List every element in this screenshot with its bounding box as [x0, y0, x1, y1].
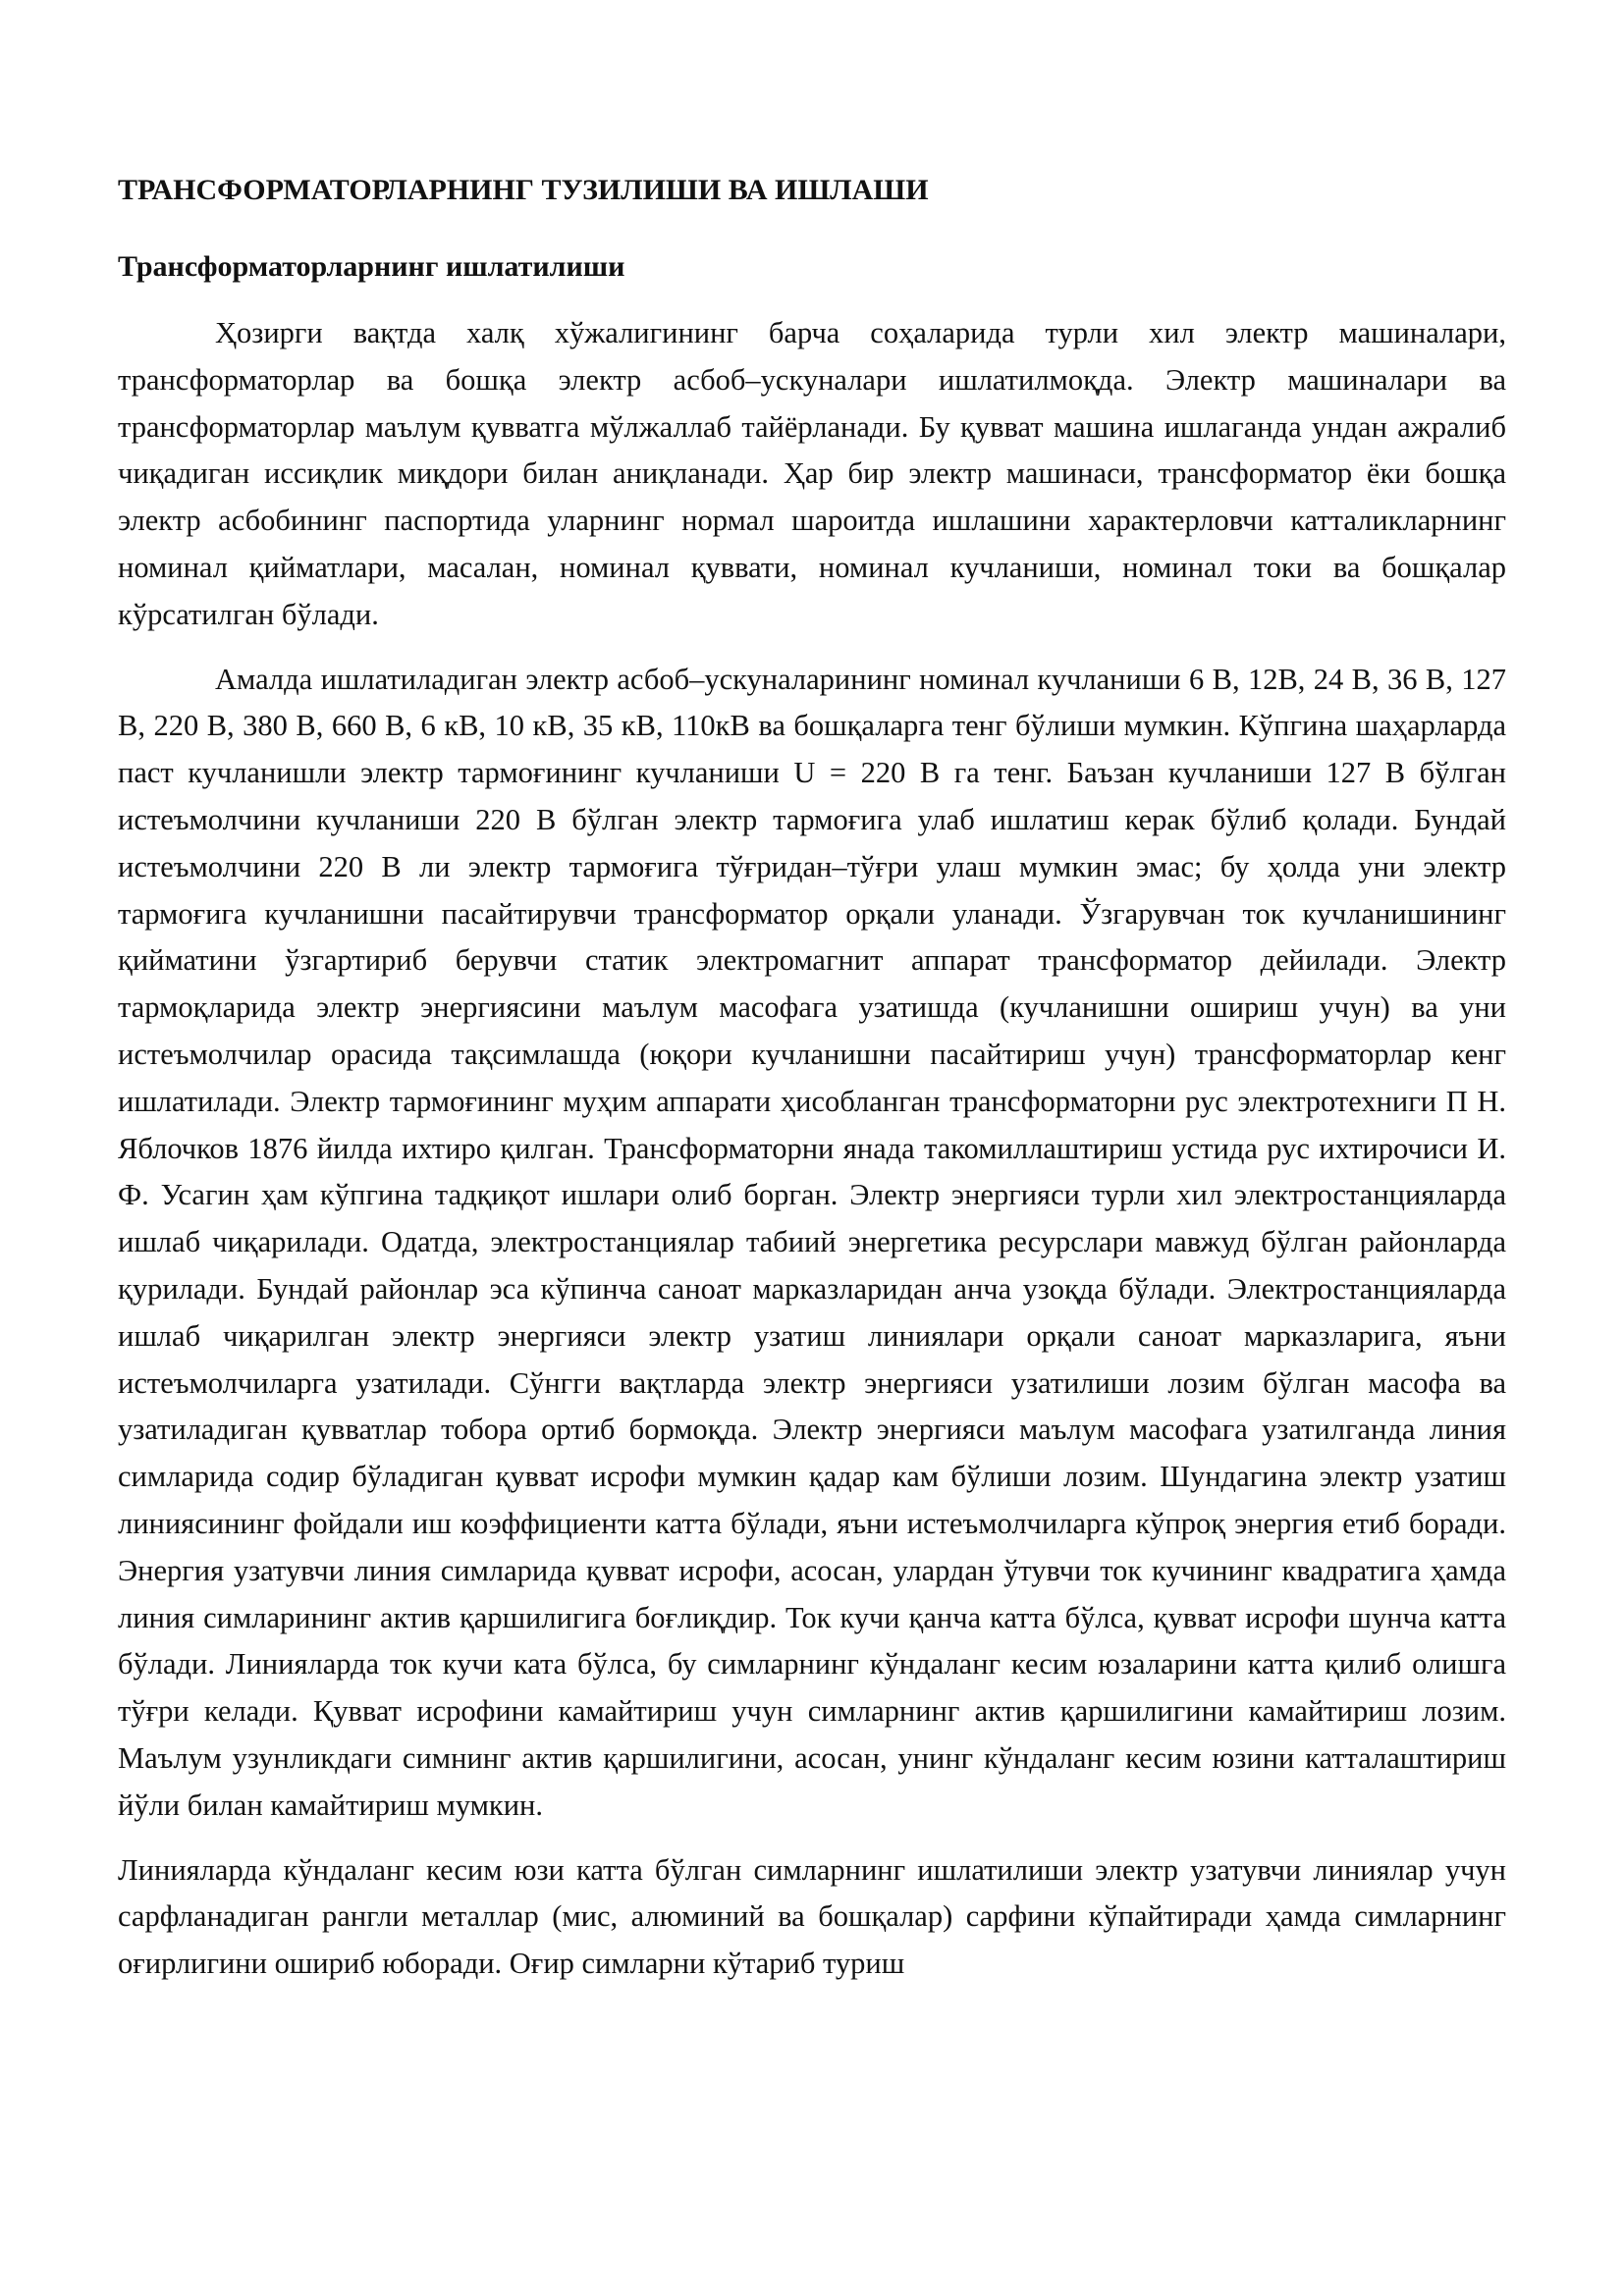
paragraph-1: Ҳозирги вақтда халқ хўжалигининг барча соҳаларида турли хил электр машиналари, трансформаторлар ва бошқа электр асбоб–ускуналари ишлатилмоқда. Электр машиналари ва трансформаторлар маълум қувватга мўлжаллаб тайёрланади. Бу қувват машина ишлаганда ундан ажралиб чиқадиган иссиқлик миқдори билан аниқланади. Ҳар бир электр машинаси, трансформатор ёки бошқа электр асбобининг паспортида уларнинг нормал шароитда ишлашини характерловчи катталикларнинг номинал қийматлари, масалан, номинал қуввати, номинал кучланиши, номинал токи ва бошқалар кўрсатилган бўлади.: [118, 316, 1506, 631]
paragraph-2: Амалда ишлатиладиган электр асбоб–ускуналарининг номинал кучланиши 6 В, 12В, 24 В, 36 В, 127 В, 220 В, 380 В, 660 В, 6 кВ, 10 кВ, 35 кВ, 110кВ ва бошқаларга тенг бўлиши мумкин. Кўпгина шаҳарларда паст кучланишли электр тармоғининг кучланиши U = 220 В га тенг. Баъзан кучланиши 127 В бўлган истеъмолчини кучланиши 220 В бўлган электр тармоғига улаб ишлатиш керак бўлиб қолади. Бундай истеъмолчини 220 В ли электр тармоғига тўғридан–тўғри улаш мумкин эмас; бу ҳолда уни электр тармоғига кучланишни пасайтирувчи трансформатор орқали уланади. Ўзгарувчан ток кучланишининг қийматини ўзгартириб берувчи статик электромагнит аппарат трансформатор дейилади. Электр тармоқларида электр энергиясини маълум масофага узатишда (кучланишни ошириш учун) ва уни истеъмолчилар орасида тақсимлашда (юқори кучланишни пасайтириш учун) трансформаторлар кенг ишлатилади. Электр тармоғининг муҳим аппарати ҳисобланган трансформаторни рус электротехниги П Н. Яблочков 1876 йилда ихтиро қилган. Трансформаторни янада такомиллаштириш устида рус ихтирочиси И. Ф. Усагин ҳам кўпгина тадқиқот ишлари олиб борган. Электр энергияси турли хил электростанцияларда ишлаб чиқарилади. Одатда, электростанциялар табиий энергетика ресурслари мавжуд бўлган районларда қурилади. Бундай районлар эса кўпинча саноат марказларидан анча узоқда бўлади. Электростанцияларда ишлаб чиқарилган электр энергияси электр узатиш линиялари орқали саноат марказларига, яъни истеъмолчиларга узатилади. Сўнгги вақтларда электр энергияси узатилиши лозим бўлган масофа ва узатиладиган қувватлар тобора ортиб бормоқда. Электр энергияси маълум масофага узатилганда линия симларида содир бўладиган қувват исрофи мумкин қадар кам бўлиши лозим. Шундагина электр узатиш линиясининг фойдали иш коэффициенти катта бўлади, яъни истеъмолчиларга кўпроқ энергия етиб боради. Энергия узатувчи линия симларида қувват исрофи, асосан, улардан ўтувчи ток кучининг квадратига ҳамда линия симларининг актив қаршилигига боғлиқдир. Ток кучи қанча катта бўлса, қувват исрофи шунча катта бўлади. Линияларда ток кучи ката бўлса, бу симларнинг кўндаланг кесим юзаларини катта қилиб олишга тўғри келади. Қувват исрофини камайтириш учун симларнинг актив қаршилигини камайтириш лозим. Маълум узунликдаги симнинг актив қаршилигини, асосан, унинг кўндаланг кесим юзини катталаштириш йўли билан камайтириш мумкин.: [118, 662, 1506, 1822]
document-title: ТРАНСФОРМАТОРЛАРНИНГ ТУЗИЛИШИ ВА ИШЛАШИ: [118, 174, 929, 206]
document-page: [118, 173, 1506, 2005]
section-heading: Трансформаторларнинг ишлатилиши: [118, 250, 625, 283]
paragraph-3: Линияларда кўндаланг кесим юзи катта бўлган симларнинг ишлатилиши электр узатувчи линиялар учун сарфланадиган рангли металлар (мис, алюминий ва бошқалар) сарфини кўпайтиради ҳамда симларнинг оғирлигини ошириб юборади. Оғир симларни кўтариб туриш: [118, 1852, 1506, 1981]
